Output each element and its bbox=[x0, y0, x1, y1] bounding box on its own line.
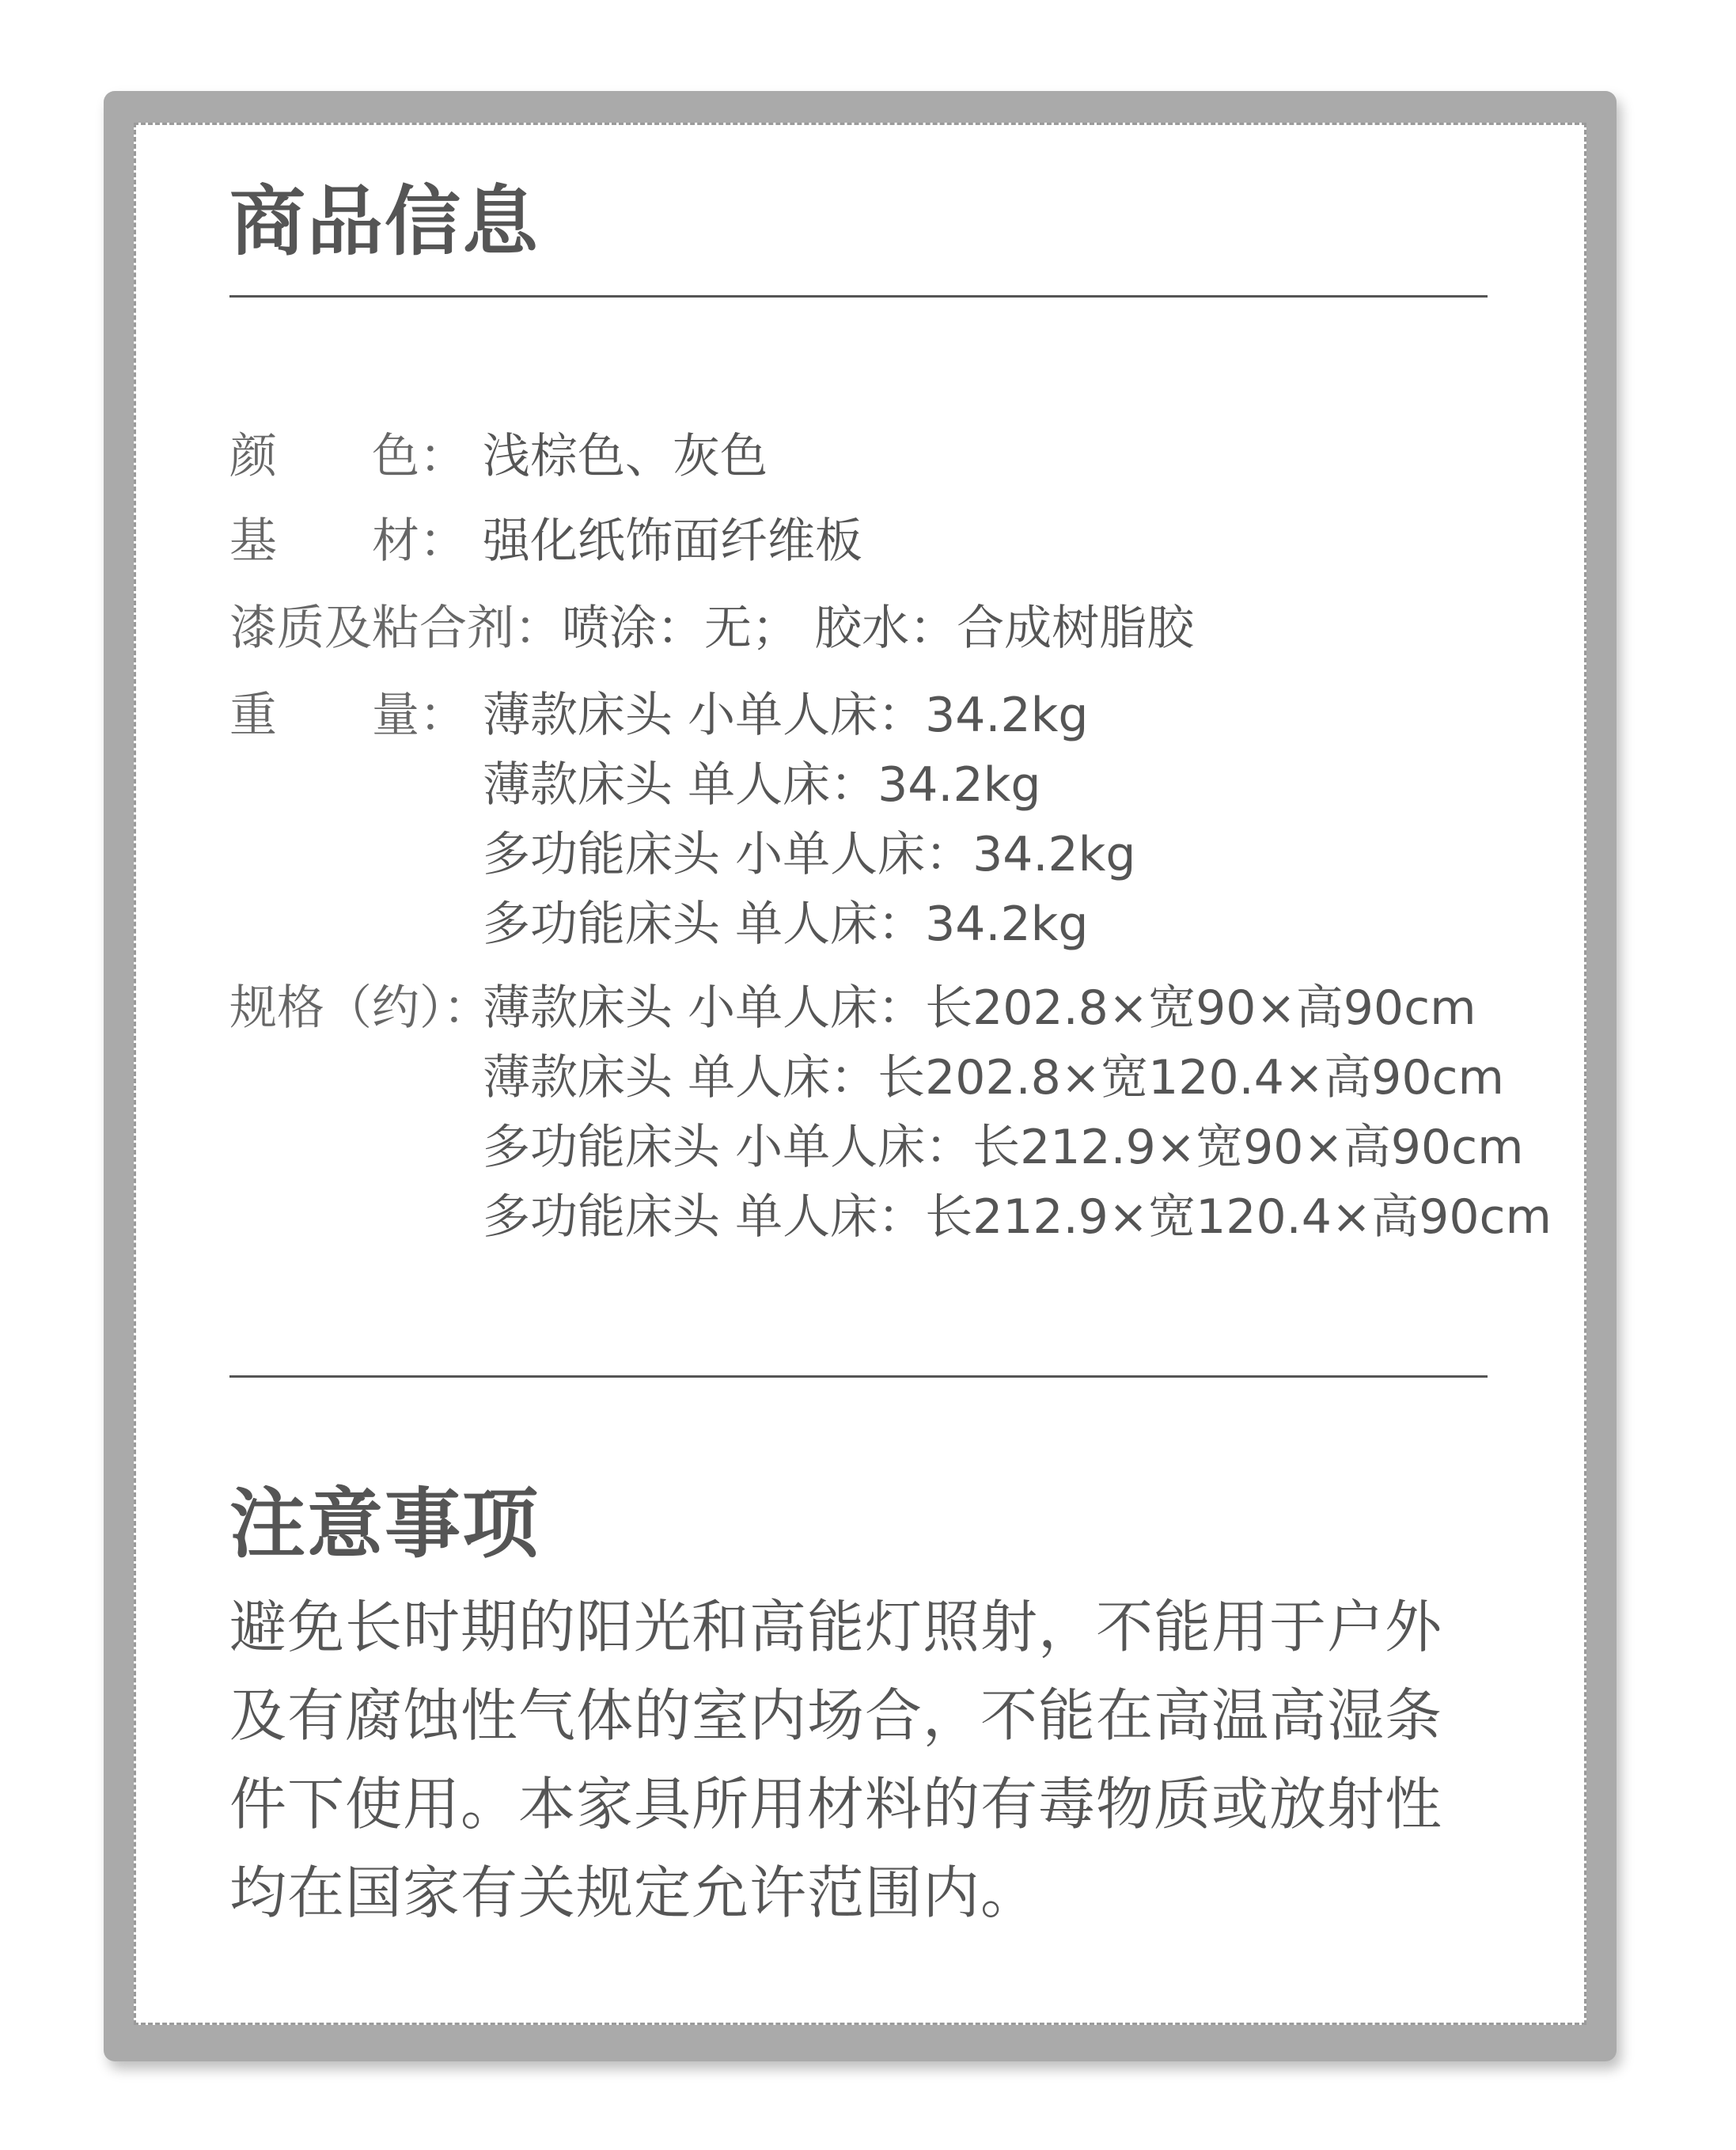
notes-title: 注意事项 bbox=[229, 1480, 540, 1568]
spec-value: 薄款床头 小单人床：长202.8×宽90×高90cm bbox=[483, 980, 1476, 1036]
spec-value: 薄款床头 单人床：长202.8×宽120.4×高90cm bbox=[483, 1050, 1504, 1105]
divider-top bbox=[229, 295, 1488, 298]
paint-label: 漆质及粘合剂： bbox=[229, 601, 562, 656]
spec-value: 多功能床头 小单人床：长212.9×宽90×高90cm bbox=[483, 1120, 1524, 1175]
weight-label: 重 量： bbox=[229, 688, 467, 743]
weight-value: 薄款床头 单人床：34.2kg bbox=[483, 757, 1041, 813]
weight-value: 多功能床头 单人床：34.2kg bbox=[483, 897, 1089, 952]
weight-value: 薄款床头 小单人床：34.2kg bbox=[483, 688, 1089, 743]
product-info-title: 商品信息 bbox=[229, 177, 540, 266]
divider-bottom bbox=[229, 1375, 1488, 1378]
notes-body: 避免长时期的阳光和高能灯照射，不能用于户外及有腐蚀性气体的室内场合，不能在高温高湿条件下使用。本家具所用材料的有毒物质或放射性均在国家有关规定允许范围内。 bbox=[229, 1594, 1443, 1926]
material-value: 强化纸饰面纤维板 bbox=[483, 514, 862, 569]
color-label: 颜 色： bbox=[229, 429, 467, 484]
info-row-weight bbox=[229, 681, 1527, 959]
info-row-paint bbox=[229, 593, 1527, 663]
paint-value: 喷涂：无； 胶水：合成树脂胶 bbox=[562, 601, 1195, 656]
info-row-material bbox=[229, 506, 1527, 576]
spec-label: 规格（约）： bbox=[229, 980, 491, 1036]
info-row-spec bbox=[229, 973, 1552, 1252]
spec-value: 多功能床头 单人床：长212.9×宽120.4×高90cm bbox=[483, 1189, 1552, 1245]
info-row-color bbox=[229, 422, 1527, 491]
weight-value: 多功能床头 小单人床：34.2kg bbox=[483, 827, 1136, 882]
color-value: 浅棕色、灰色 bbox=[483, 429, 768, 484]
material-label: 基 材： bbox=[229, 514, 467, 569]
